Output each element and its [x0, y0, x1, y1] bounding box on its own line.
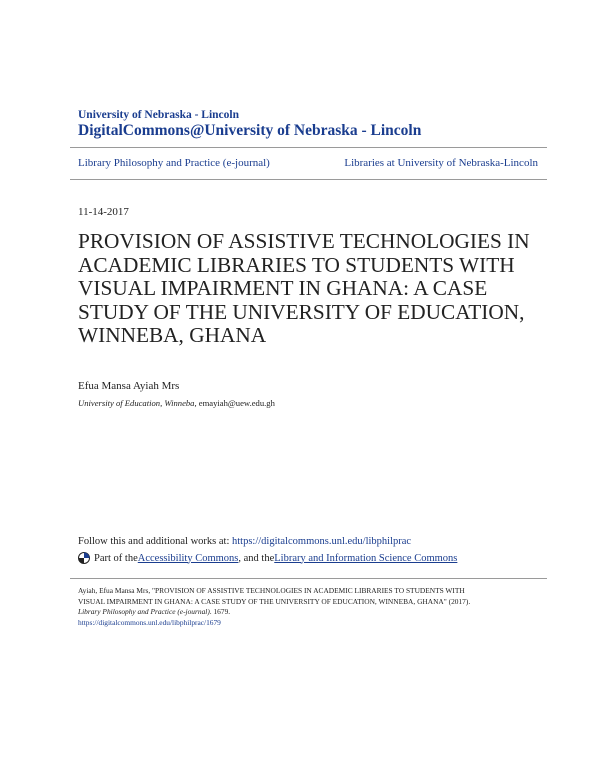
library-link[interactable]: Libraries at University of Nebraska-Lincoln [344, 157, 538, 169]
article-title: PROVISION OF ASSISTIVE TECHNOLOGIES IN ACADEMIC LIBRARIES TO STUDENTS WITH VISUAL IMPAIRMENT IN GHANA: A CASE STUDY OF THE UNIVERSITY OF EDUCATION, WINNEBA, GHANA [78, 229, 530, 347]
commons-icon [78, 552, 90, 564]
author-affiliation [78, 398, 275, 408]
institution-name: University of Nebraska - Lincoln [78, 109, 239, 121]
follow-url-link[interactable]: https://digitalcommons.unl.edu/libphilprac [232, 536, 412, 547]
citation-line-1: Ayiah, Efua Mansa Mrs, "PROVISION OF ASSISTIVE TECHNOLOGIES IN ACADEMIC LIBRARIES TO STUDENTS WITH [78, 586, 465, 595]
library-science-commons-link[interactable]: Library and Information Science Commons [274, 552, 458, 564]
follow-line [78, 536, 411, 547]
citation-line-2: VISUAL IMPAIRMENT IN GHANA: A CASE STUDY OF THE UNIVERSITY OF EDUCATION, WINNEBA, GHANA" (2017). [78, 596, 471, 606]
publication-date: 11-14-2017 [78, 206, 129, 218]
affiliation-email: , emayiah@uew.edu.gh [194, 398, 275, 408]
journal-link[interactable]: Library Philosophy and Practice (e-journal) [78, 157, 270, 169]
divider-top [70, 147, 547, 148]
divider-bottom [70, 179, 547, 180]
citation-issue: . 1679. [209, 607, 231, 616]
affiliation-institution: University of Education, Winneba [78, 398, 195, 408]
accessibility-commons-link[interactable]: Accessibility Commons [137, 552, 239, 564]
citation-journal: Library Philosophy and Practice (e-journal) [78, 607, 210, 616]
part-of-prefix: Part of the [94, 552, 138, 564]
divider-citation [70, 578, 547, 579]
citation-line-3 [78, 607, 548, 618]
part-of-mid: , and the [238, 552, 275, 564]
recommended-citation [78, 586, 548, 628]
citation-url-link[interactable]: https://digitalcommons.unl.edu/libphilprac/1679 [78, 617, 221, 627]
follow-text: Follow this and additional works at: [78, 536, 232, 547]
author-name: Efua Mansa Ayiah Mrs [78, 380, 180, 392]
repository-name[interactable]: DigitalCommons@University of Nebraska - Lincoln [78, 122, 422, 139]
part-of-line [78, 552, 457, 564]
